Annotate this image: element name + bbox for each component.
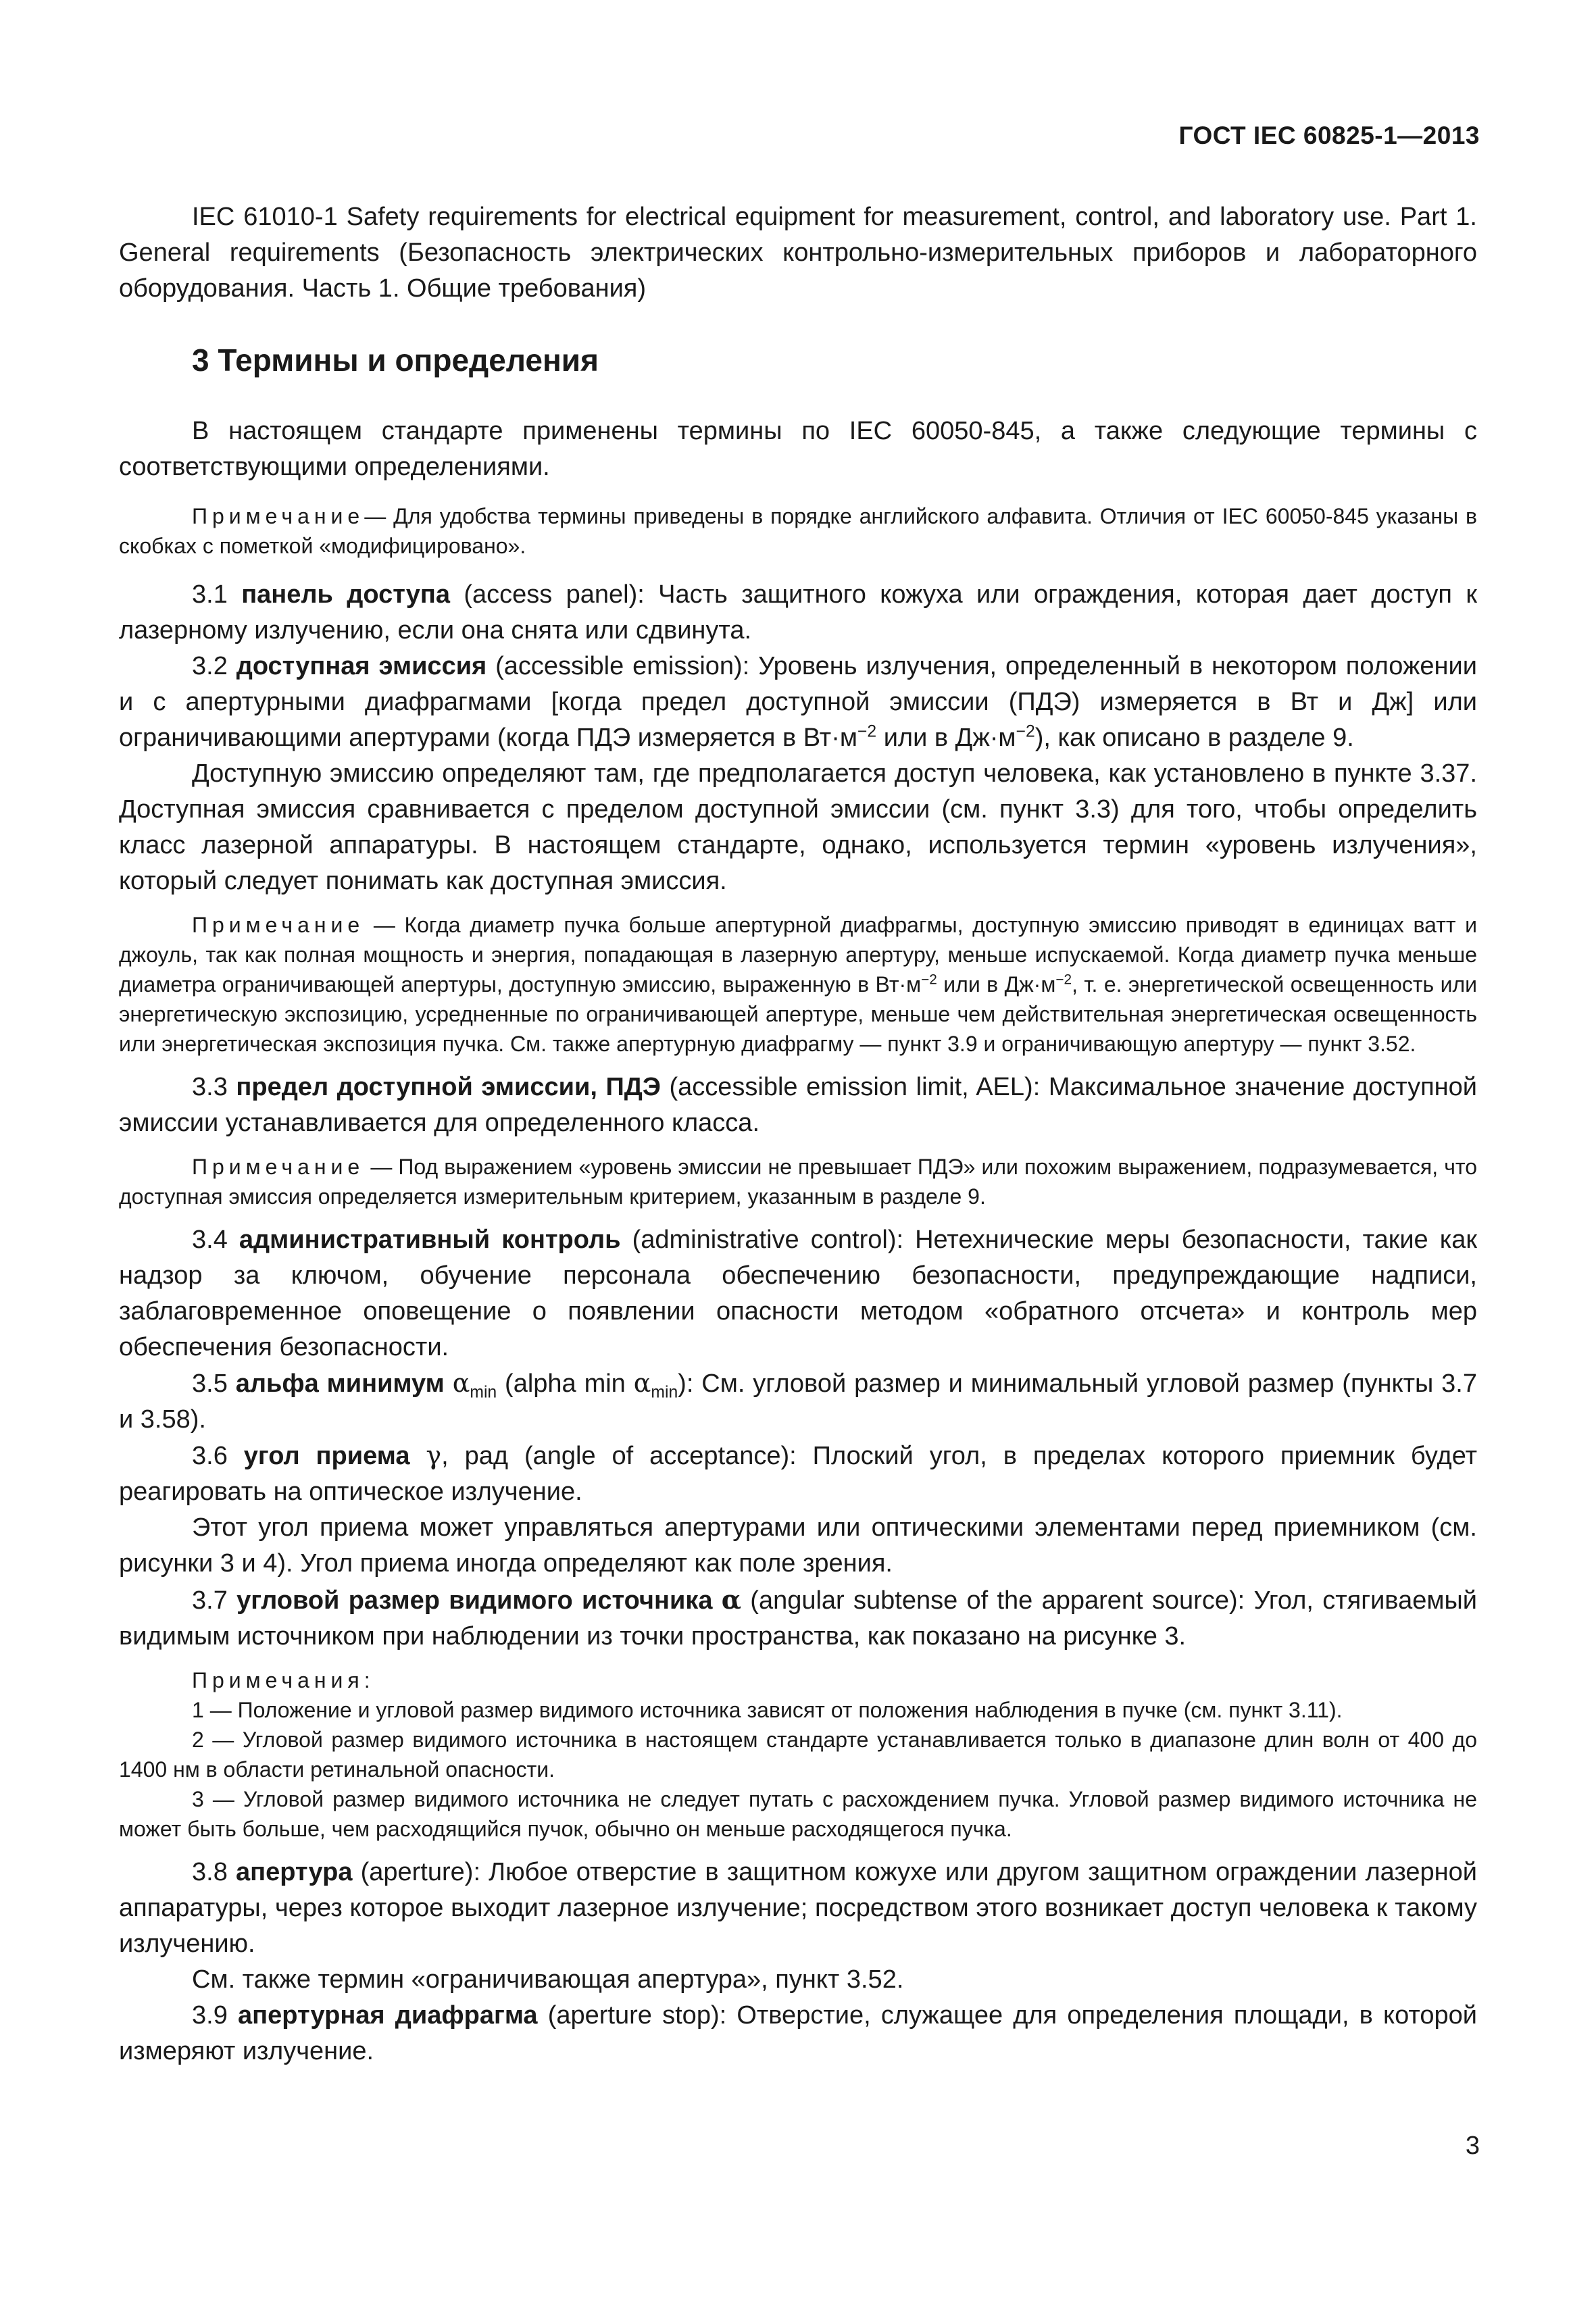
term-3-1 — [119, 577, 1477, 649]
term-3-6-paragraph-2: Этот угол приема может управляться апертурами или оптическими элементами перед приемником (см. рисунки 3 и 4). Угол приема иногда определяют как поле зрения. — [119, 1513, 1477, 1578]
note-3-7-3: 3 — Угловой размер видимого источника не следует путать с расхождением пучка. Угловой размер видимого источника не может быть больше, чем расходящийся пучок, обычно он меньше расходящегося пучка. — [119, 1787, 1477, 1841]
term-3-7 — [119, 1582, 1477, 1655]
note-label: Примечание — [192, 913, 365, 937]
term-3-2-paragraph-2: Доступную эмиссию определяют там, где предполагается доступ человека, как установлено в пункте 3.37. Доступная эмиссия сравнивается с пределом доступной эмиссии (см. пункт 3.3) для того, чтобы определить класс лазерной аппаратуры. В настоящем стандарте, однако, используется термин «уровень излучения», который следует понимать как доступная эмиссия. — [119, 759, 1477, 895]
term-definition: (access panel): Часть защитного кожуха или ограждения, которая дает доступ к лазерному излучению, если она снята или сдвинута. — [119, 580, 1477, 645]
term-name: панель доступа — [241, 580, 450, 609]
term-definition: (aperture stop): Отверстие, служащее для определения площади, в которой измеряют излучение. — [119, 2001, 1477, 2065]
subscript: min — [470, 1383, 497, 1402]
term-name: апертурная диафрагма — [238, 2001, 538, 2030]
term-name: альфа минимум — [235, 1369, 445, 1398]
term-number: 3.4 — [192, 1226, 228, 1254]
term-3-6 — [119, 1438, 1477, 1510]
term-number: 3.3 — [192, 1073, 228, 1101]
note-text-end: , т. е. энергетической освещенность или энергетическую экспозицию, усредненные по ограничивающей апертуре, меньше чем действительная энергетическая освещенность или энергетическая экспозиция пучка. См. также апертурную диафрагму — пункт 3.9 и ограничивающую апертуру — пункт 3.52. — [119, 972, 1478, 1056]
section-heading: 3 Термины и определения — [192, 343, 599, 378]
note-label: Примечание — [192, 504, 365, 528]
term-3-2 — [119, 649, 1477, 756]
term-3-5 — [119, 1365, 1477, 1438]
term-definition: (angular subtense of the apparent source): Угол, стягиваемый видимым источником при наблюдении из точки пространства, как показано на рисунке 3. — [119, 1586, 1478, 1651]
term-definition: , рад (angle of acceptance): Плоский угол, в пределах которого приемник будет реагировать на оптическое излучение. — [119, 1442, 1478, 1506]
term-definition: (aperture): Любое отверстие в защитном кожухе или другом защитном ограждении лазерной аппаратуры, через которое выходит лазерное излучение; посредством этого возникает доступ человека к такому излучению. — [119, 1858, 1477, 1958]
note-text: — Для удобства термины приведены в порядке английского алфавита. Отличия от IEC 60050-845 указаны в скобках с пометкой «модифицировано». — [119, 504, 1477, 558]
term-3-8 — [119, 1855, 1477, 1962]
term-definition-cont: или в Дж·м — [876, 724, 1016, 752]
gamma-symbol: γ — [426, 1440, 442, 1470]
term-number: 3.8 — [192, 1858, 228, 1886]
term-name: апертура — [235, 1858, 353, 1886]
term-number: 3.9 — [192, 2001, 228, 2030]
note-text: — Под выражением «уровень эмиссии не превышает ПДЭ» или похожим выражением, подразумевается, что доступная эмиссия определяется измерительным критерием, указанным в разделе 9. — [119, 1155, 1477, 1209]
term-number: 3.1 — [192, 580, 228, 609]
term-3-3 — [119, 1070, 1477, 1141]
note-term-3-2 — [119, 910, 1477, 1059]
term-name: административный контроль — [239, 1226, 621, 1254]
alpha-symbol: α — [452, 1368, 470, 1398]
term-definition-end: ), как описано в разделе 9. — [1034, 724, 1354, 752]
term-definition: (administrative control): Нетехнические меры безопасности, такие как надзор за ключом, обучение персонала обеспечению безопасности, предупреждающие надписи, заблаговременное оповещение о появлении опасности методом «обратного отсчета» и контроль мер обеспечения безопасности. — [119, 1226, 1477, 1361]
term-definition-end: ): См. угловой размер и минимальный угловой размер (пункты 3.7 и 3.58). — [119, 1369, 1478, 1434]
note-text: — Когда диаметр пучка больше апертурной диафрагмы, доступную эмиссию приводят в единицах ватт и джоуль, так как полная мощность и энергия, попадающая в лазерную апертуру, меньше испускаемой. Когда диаметр пучка меньше диаметра ограничивающей апертуры, доступную эмиссию, выраженную в Вт·м — [119, 913, 1477, 997]
notes-label: Примечания: — [192, 1668, 375, 1692]
term-3-8-paragraph-2: См. также термин «ограничивающая апертура», пункт 3.52. — [192, 1965, 904, 1994]
term-definition: (alpha min — [497, 1369, 634, 1398]
superscript: −2 — [1016, 722, 1035, 741]
page-number: 3 — [1465, 2132, 1480, 2160]
term-name: предел доступной эмиссии, ПДЭ — [236, 1073, 661, 1101]
superscript: −2 — [1055, 972, 1072, 988]
note-3-7-1: 1 — Положение и угловой размер видимого источника зависят от положения наблюдения в пучке (см. пункт 3.11). — [192, 1698, 1343, 1722]
reference-paragraph: IEC 61010-1 Safety requirements for electrical equipment for measurement, control, and laboratory use. Part 1. General requirements (Безопасность электрических контрольно-измерительных приборов и лабораторного оборудования. Часть 1. Общие требования) — [119, 203, 1477, 303]
term-definition: (accessible emission): Уровень излучения, определенный в некотором положении и с апертурными диафрагмами [когда предел доступной эмиссии (ПДЭ) измеряется в Вт и Дж] или ограничивающими апертурами (когда ПДЭ измеряется в Вт·м — [119, 652, 1477, 752]
page-content — [119, 199, 1477, 2069]
notes-label-3-7 — [119, 1665, 1477, 1695]
standard-header: ГОСТ IEC 60825-1—2013 — [1178, 122, 1480, 149]
note-term-3-3 — [119, 1152, 1477, 1211]
term-number: 3.6 — [192, 1442, 228, 1470]
term-name: угол приема — [243, 1442, 410, 1470]
alpha-symbol: α — [721, 1584, 741, 1615]
note-terms-order — [119, 501, 1477, 561]
note-3-7-2: 2 — Угловой размер видимого источника в настоящем стандарте устанавливается только в диапазоне длин волн от 400 до 1400 нм в области ретинальной опасности. — [119, 1728, 1477, 1782]
term-name: доступная эмиссия — [236, 652, 487, 680]
superscript: −2 — [921, 972, 937, 988]
alpha-symbol: α — [633, 1368, 651, 1398]
term-number: 3.5 — [192, 1369, 228, 1398]
term-number: 3.2 — [192, 652, 228, 680]
term-3-9 — [119, 1998, 1477, 2069]
note-label: Примечание — [192, 1155, 365, 1179]
term-name: угловой размер видимого источника — [236, 1586, 713, 1615]
subscript: min — [651, 1383, 678, 1402]
term-definition: (accessible emission limit, AEL): Максимальное значение доступной эмиссии устанавливается для определенного класса. — [119, 1073, 1477, 1137]
note-text-cont: или в Дж·м — [937, 972, 1056, 997]
superscript: −2 — [857, 722, 877, 741]
term-number: 3.7 — [192, 1586, 228, 1615]
term-3-4 — [119, 1222, 1477, 1365]
section-intro: В настоящем стандарте применены термины по IEC 60050-845, а также следующие термины с соответствующими определениями. — [119, 417, 1477, 481]
